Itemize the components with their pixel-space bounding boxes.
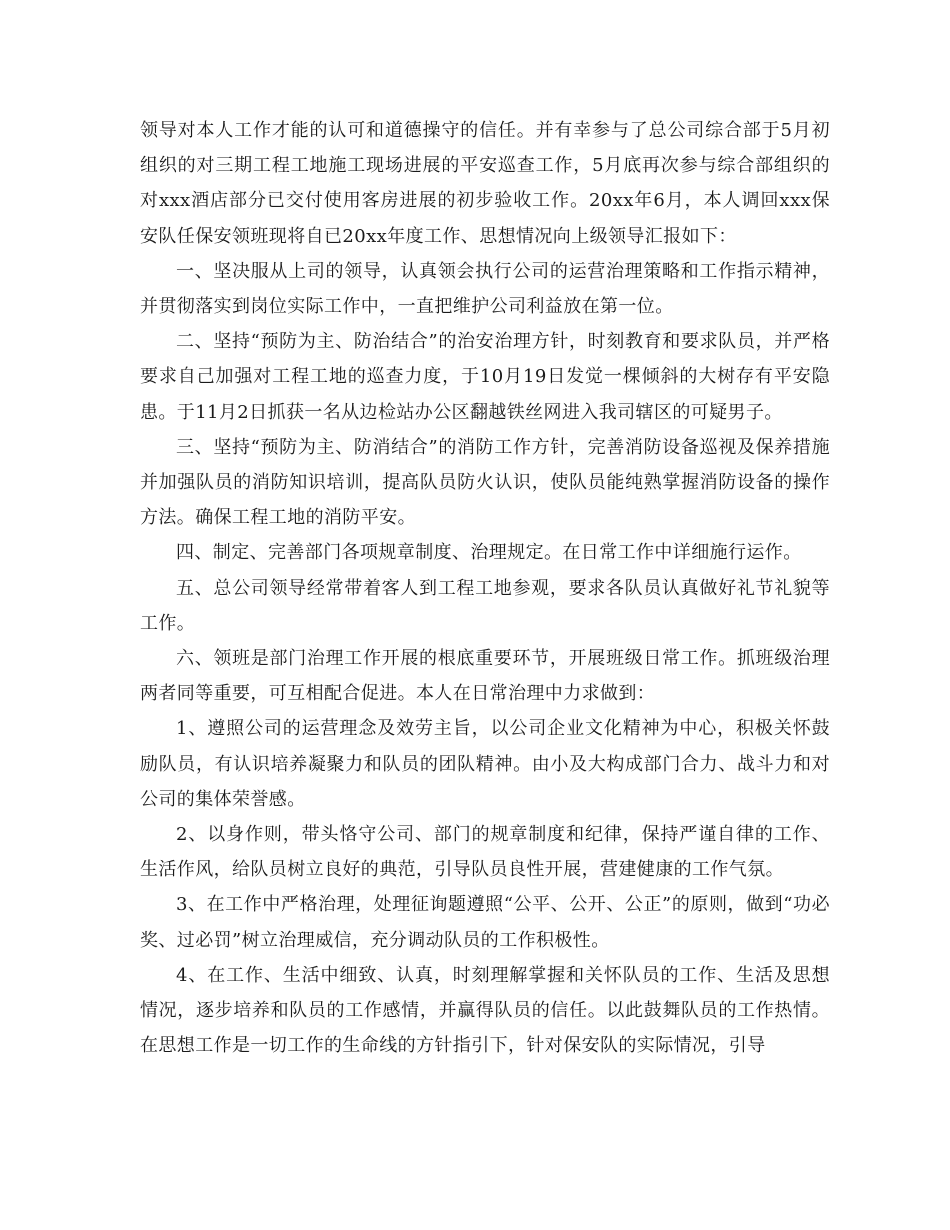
paragraph-subpoint-3: 3、在工作中严格治理，处理征询题遵照“公平、公开、公正”的原则，做到“功必奖、过必罚”树立治理威信，充分调动队员的工作积极性。 [140,894,830,951]
paragraph-point-3: 三、坚持“预防为主、防消结合”的消防工作方针，完善消防设备巡视及保养措施并加强队员的消防知识培训，提高队员防火认识，使队员能纯熟掌握消防设备的操作方法。确保工程工地的消防平安。 [140,436,830,529]
paragraph-point-5: 五、总公司领导经常带着客人到工程工地参观，要求各队员认真做好礼节礼貌等工作。 [140,577,830,634]
paragraph-point-1: 一、坚决服从上司的领导，认真领会执行公司的运营治理策略和工作指示精神，并贯彻落实到岗位实际工作中，一直把维护公司利益放在第一位。 [140,260,830,318]
paragraph-point-4: 四、制定、完善部门各项规章制度、治理规定。在日常工作中详细施行运作。 [176,542,802,564]
paragraph-point-6: 六、领班是部门治理工作开展的根底重要环节，开展班级日常工作。抓班级治理两者同等重要，可互相配合促进。本人在日常治理中力求做到： [140,648,830,705]
paragraph-intro: 领导对本人工作才能的认可和道德操守的信任。并有幸参与了总公司综合部于5月初组织的对三期工程工地施工现场进展的平安巡查工作，5月底再次参与综合部组织的对xxx酒店部分已交付使用客房进展的初步验收工作。20xx年6月，本人调回xxx保安队任保安领班现将自已20xx年度工作、思想情况向上级领导汇报如下： [140,120,830,247]
paragraph-subpoint-2: 2、以身作则，带头恪守公司、部门的规章制度和纪律，保持严谨自律的工作、生活作风，给队员树立良好的典范，引导队员良性开展，营建健康的工作气氛。 [140,824,830,881]
paragraph-point-2: 二、坚持“预防为主、防治结合”的治安治理方针，时刻教育和要求队员，并严格要求自己加强对工程工地的巡查力度，于10月19日发觉一棵倾斜的大树存有平安隐患。于11月2日抓获一名从边检站办公区翻越铁丝网进入我司辖区的可疑男子。 [140,331,830,423]
paragraph-subpoint-4: 4、在工作、生活中细致、认真，时刻理解掌握和关怀队员的工作、生活及思想情况，逐步培养和队员的工作感情，并赢得队员的信任。以此鼓舞队员的工作热情。在思想工作是一切工作的生命线的方针指引下，针对保安队的实际情况，引导 [140,964,830,1057]
document-body [140,113,830,1063]
paragraph-subpoint-1: 1、遵照公司的运营理念及效劳主旨，以公司企业文化精神为中心，积极关怀鼓励队员，有认识培养凝聚力和队员的团队精神。由小及大构成部门合力、战斗力和对公司的集体荣誉感。 [140,718,830,810]
